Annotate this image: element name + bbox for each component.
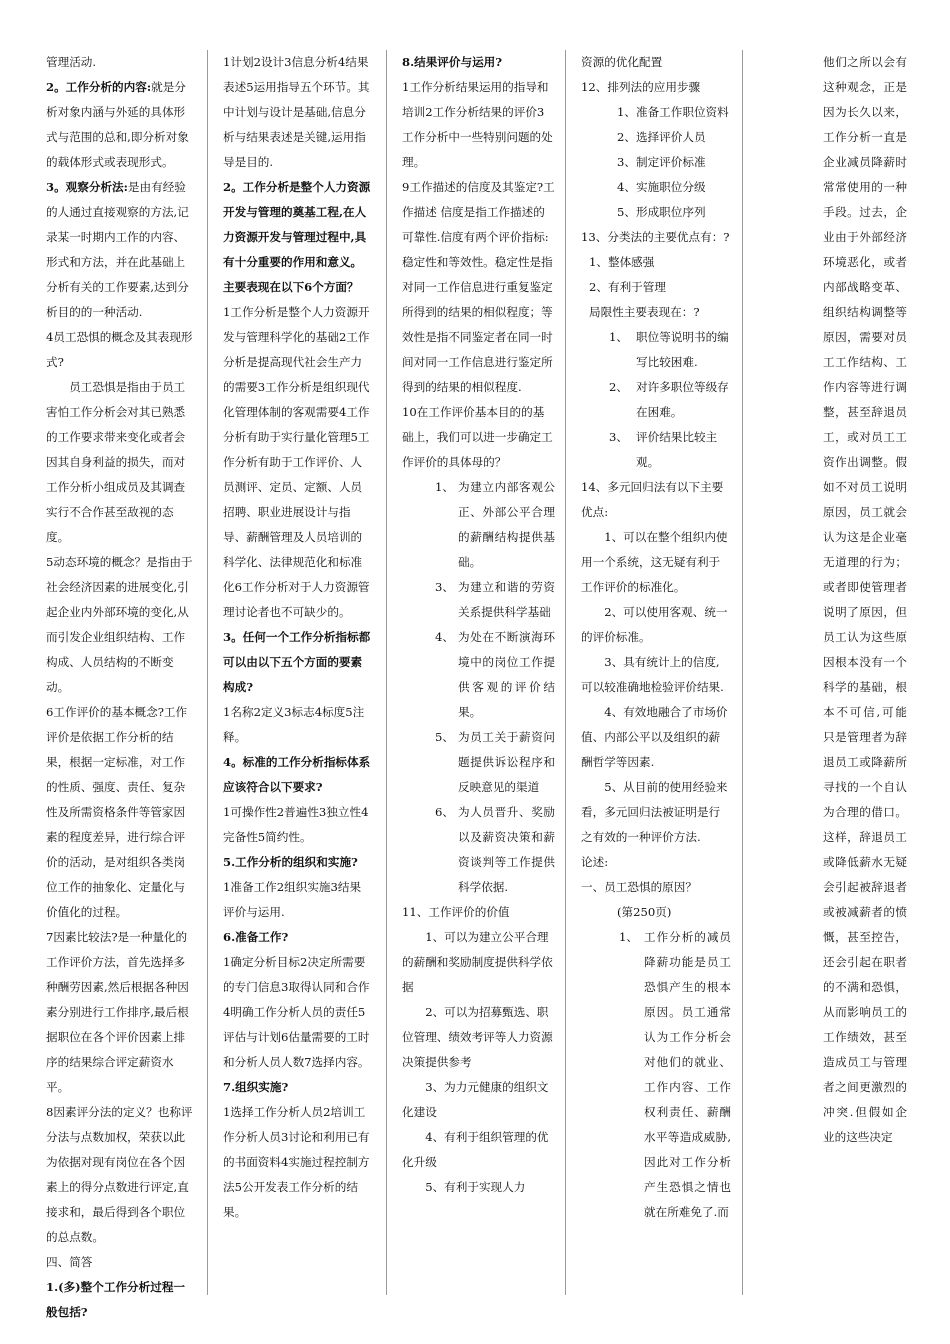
column-1: [46, 50, 196, 1325]
paragraph: 4、有效地融合了市场价值、内部公平以及组织的薪酬哲学等因素.: [581, 705, 728, 769]
paragraph: 12、排列法的应用步骤: [581, 80, 701, 94]
paragraph: 2、可以为招募甄选、职位管理、绩效考评等人力资源决策提供参考: [402, 1005, 553, 1069]
page-reference: (第250页): [617, 905, 672, 919]
paragraph: 2、有利于管理: [589, 280, 666, 294]
column-divider: [565, 50, 566, 1295]
list-item: 2、 对许多职位等级存在困难。: [609, 380, 729, 419]
list-item: 4、 为处在不断演海环境中的岗位工作提供客观的评价结果。: [435, 630, 555, 719]
paragraph: 4、有利于组织管理的优化升级: [402, 1130, 549, 1169]
paragraph: 1准备工作2组织实施3结果评价与运用.: [223, 880, 362, 919]
paragraph: 13、分类法的主要优点有：?: [581, 230, 730, 244]
paragraph: 3、制定评价标准: [617, 155, 706, 169]
question-heading: 6.准备工作?: [223, 930, 289, 944]
paragraph: 管理活动.: [46, 55, 97, 69]
paragraph: [46, 175, 196, 325]
paragraph: 5、形成职位序列: [617, 205, 706, 219]
paragraph: 10在工作评价基本目的的基础上，我们可以进一步确定工作评价的具体母的？: [402, 405, 553, 469]
paragraph: 资源的优化配置: [581, 55, 663, 69]
list-item: 1、 为建立内部客观公正、外部公平合理的薪酬结构提供基础。: [435, 480, 555, 569]
paragraph: 员工恐惧是指由于员工害怕工作分析会对其已熟悉的工作要求带来变化或者会因其自身利益的损失，而对工作分析小组成员及其调查实行不合作甚至敌视的态度。: [46, 380, 186, 544]
column-divider: [207, 50, 208, 1295]
paragraph: 1工作分析结果运用的指导和培训2工作分析结果的评价3工作分析中一些特别问题的处理。: [402, 80, 553, 169]
paragraph: 1、整体感强: [589, 255, 655, 269]
term-definition: 就是分析对象内涵与外延的具体形式与范围的总和,即分析对象的载体形式或表现形式。: [46, 80, 189, 169]
paragraph: 6工作评价的基本概念?工作评价是依据工作分析的结果，根据一定标准，对工作的性质、强度、责任、复杂性及所需资格条件等管家因素的程度差异，进行综合评价的活动，是对组织各类岗位工作的抽象化、定量化与价值化的过程。: [46, 705, 188, 919]
list-item: 1、 工作分析的减员降薪功能是员工恐惧产生的根本原因。员工通常认为工作分析会对他们的就业、工作内容、工作权利责任、薪酬水平等造成威胁,因此对工作分析产生恐惧之情也就在所难免了.而: [619, 930, 731, 1219]
section-heading: 论述:: [581, 855, 609, 869]
column-divider: [742, 50, 743, 1295]
column-5: [823, 50, 907, 1150]
question-heading: 2。工作分析是整个人力资源开发与管理的奠基工程,在人力资源开发与管理过程中,具有十分重要的作用和意义。主要表现在以下6个方面？: [223, 180, 371, 294]
question-heading: 3。任何一个工作分析指标都可以由以下五个方面的要素构成?: [223, 630, 371, 694]
column-2: [223, 50, 371, 1225]
paragraph: [46, 75, 196, 175]
list-item: 6、 为人员晋升、奖励以及薪资决策和薪资谈判等工作提供科学依据.: [435, 805, 555, 894]
paragraph: 4员工恐惧的概念及其表现形式?: [46, 330, 193, 369]
paragraph: 1名称2定义3标志4标度5注释。: [223, 705, 365, 744]
paragraph: 1计划2设计3信息分析4结果表述5运用指导五个环节。其中计划与设计是基础,信息分析与结果表述是关键,运用指导是目的.: [223, 55, 370, 169]
paragraph: 2、可以使用客观、统一的评价标准。: [581, 605, 728, 644]
paragraph: 11、工作评价的价值: [402, 905, 510, 919]
question-heading: 4。标准的工作分析指标体系应该符合以下要求?: [223, 755, 371, 794]
paragraph: 局限性主要表现在：?: [589, 305, 700, 319]
paragraph: 3、具有统计上的信度,可以较准确地检验评价结果.: [581, 655, 724, 694]
paragraph: 1可操作性2普遍性3独立性4完备性5简约性。: [223, 805, 369, 844]
paragraph: 5动态环境的概念？是指由于社会经济因素的进展变化,引起企业内外部环境的变化,从而引发企业组织结构、工作构成、人员结构的不断变动。: [46, 555, 193, 694]
list-item: 3、 为建立和谐的劳资关系提供科学基础: [435, 580, 555, 619]
paragraph: 5、从目前的使用经验来看，多元回归法被证明是行之有效的一种评价方法.: [581, 780, 728, 844]
paragraph: 7因素比较法?是一种量化的工作评价方法，首先选择多种酬劳因素,然后根据各种因素分别进行工作排序,最后根据职位在各个评价因素上排序的结果综合评定薪资水平。: [46, 930, 189, 1094]
term-heading: 3。观察分析法:: [46, 180, 128, 194]
paragraph: 1确定分析目标2决定所需要的专门信息3取得认同和合作4明确工作分析人员的责任5评估与计划6估量需要的工时和分析人员人数7选择内容。: [223, 955, 370, 1069]
section-heading: 四、简答: [46, 1255, 93, 1269]
paragraph: 9工作描述的信度及其鉴定?工作描述 信度是指工作描述的可靠性.信度有两个评价指标:稳定性和等效性。稳定性是指对同一工作信息进行重复鉴定所得到的结果的相似程度；等效性是指不同鉴定者在同一时间对同一工作信息进行鉴定所得到的结果的相似程度.: [402, 180, 555, 394]
paragraph: 1选择工作分析人员2培训工作分析人员3讨论和利用已有的书面资料4实施过程控制方法5公开发表工作分析的结果。: [223, 1105, 370, 1219]
paragraph: 他们之所以会有这种观念，正是因为长久以来，工作分析一直是企业减员降薪时常常使用的一种手段。过去，企业由于外部经济环境恶化，或者内部战略变革、组织结构调整等原因，需要对员工工作结构、工作内容等进行调整，甚至辞退员工，或对员工工资作出调整。假如不对员工说明原因，员工就会认为这是企业毫无道理的行为；或者即使管理者说明了原因，但员工认为这些原因根本没有一个科学的基础，根本不可信,可能只是管理者为辞退员工或降薪所寻找的一个自认为合理的借口。这样，辞退员工或降低薪水无疑会引起被辞退者或被减薪者的愤慨，甚至控告，还会引起在职者的不满和恐惧，从而影响员工的工作绩效，甚至造成员工与管理者之间更激烈的冲突.但假如企业的这些决定: [823, 55, 907, 1144]
term-heading: 2。工作分析的内容:: [46, 80, 152, 94]
question-heading: 8.结果评价与运用?: [402, 55, 503, 69]
paragraph: 4、实施职位分级: [617, 180, 706, 194]
list-item: 1、 职位等说明书的编写比较困难.: [609, 330, 729, 369]
question-heading: 1.(多)整个工作分析过程一般包括?: [46, 1280, 186, 1319]
question-heading: 一、员工恐惧的原因？: [581, 880, 697, 894]
column-divider: [386, 50, 387, 1295]
paragraph: 8因素评分法的定义？也称评分法与点数加权，荣获以此为依据对现有岗位在各个因素上的得分点数进行评定,直接求和，最后得到各个职位的总点数。: [46, 1105, 193, 1244]
paragraph: 5、有利于实现人力: [425, 1180, 526, 1194]
paragraph: 1、准备工作职位资料: [617, 105, 729, 119]
list-item: 3、 评价结果比较主观。: [609, 430, 718, 469]
paragraph: 14、多元回归法有以下主要优点:: [581, 480, 724, 519]
question-heading: 5.工作分析的组织和实施?: [223, 855, 358, 869]
paragraph: 1、可以为建立公平合理的薪酬和奖励制度提供科学依据: [402, 930, 553, 994]
list-item: 5、 为员工关于薪资问题提供诉讼程序和反映意见的渠道: [435, 730, 555, 794]
column-3: [402, 50, 555, 1200]
question-heading: 7.组织实施?: [223, 1080, 289, 1094]
column-4: [581, 50, 731, 1225]
paragraph: 2、选择评价人员: [617, 130, 706, 144]
paragraph: 1工作分析是整个人力资源开发与管理科学化的基础2工作分析是提高现代社会生产力的需要3工作分析是组织现代化管理体制的客观需要4工作分析有助于实行量化管理5工作分析有助于工作评价、人员测评、定员、定额、人员招聘、职业进展设计与指导、薪酬管理及人员培训的科学化、法律规范化和标准化6工作分析对于人力资源管理讨论者也不可缺少的。: [223, 305, 370, 619]
paragraph: 3、为力元健康的组织文化建设: [402, 1080, 549, 1119]
term-definition: 是由有经验的人通过直接观察的方法,记录某一时期内工作的内容、形式和方法，并在此基础上分析有关的工作要素,达到分析目的的一种活动.: [46, 180, 189, 319]
paragraph: 1、可以在整个组织内使用一个系统，这无疑有利于工作评价的标准化。: [581, 530, 728, 594]
